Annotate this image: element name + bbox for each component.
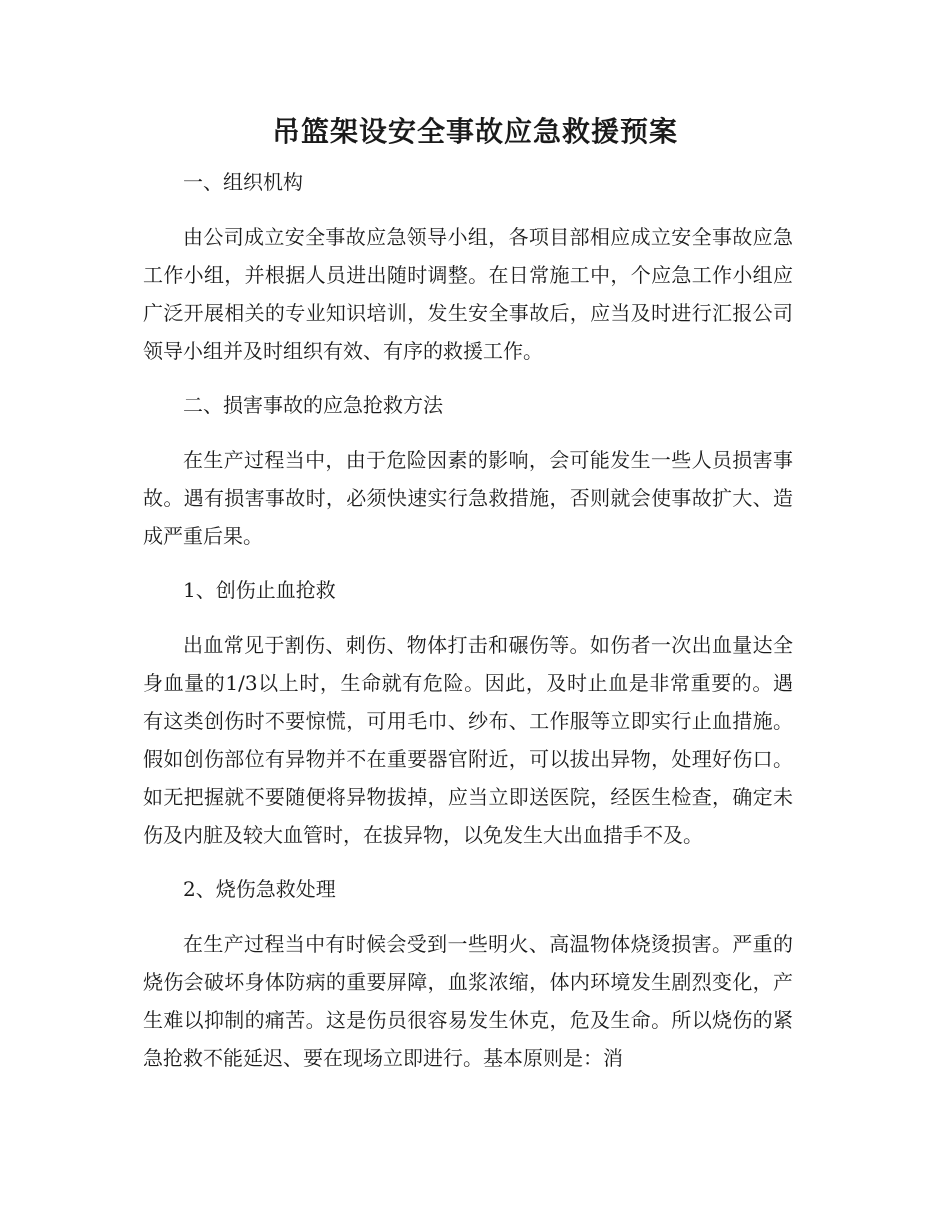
paragraph: 出血常见于割伤、刺伤、物体打击和碾伤等。如伤者一次出血量达全身血量的1/3以上时，生命就有危险。因此，及时止血是非常重要的。遇有这类创伤时不要惊慌，可用毛巾、纱布、工作服等立即实行止血措施。假如创伤部位有异物并不在重要器官附近，可以拔出异物，处理好伤口。如无把握就不要随便将异物拔掉，应当立即送医院，经医生检查，确定未伤及内脏及较大血管时，在拔异物，以免发生大出血措手不及。 [143,633,793,847]
section-heading: 二、损害事故的应急抢救方法 [183,393,443,417]
document-title: 吊篮架设安全事故应急救援预案 [271,115,678,148]
paragraph: 在生产过程当中，由于危险因素的影响，会可能发生一些人员损害事故。遇有损害事故时，必须快速实行急救措施，否则就会使事故扩大、造成严重后果。 [143,448,793,548]
paragraph: 在生产过程当中有时候会受到一些明火、高温物体烧烫损害。严重的烧伤会破坏身体防病的重要屏障，血浆浓缩，体内环境发生剧烈变化，产生难以抑制的痛苦。这是伤员很容易发生休克，危及生命。所以烧伤的紧急抢救不能延迟、要在现场立即进行。基本原则是：消 [143,932,793,1070]
paragraph: 由公司成立安全事故应急领导小组，各项目部相应成立安全事故应急工作小组，并根据人员进出随时调整。在日常施工中，个应急工作小组应广泛开展相关的专业知识培训，发生安全事故后，应当及时进行汇报公司领导小组并及时组织有效、有序的救援工作。 [143,225,793,363]
document-body [143,163,793,1093]
subsection-heading: 2、烧伤急救处理 [183,877,336,901]
section-heading: 一、组织机构 [183,170,303,194]
subsection-heading: 1、创伤止血抢救 [183,578,336,602]
